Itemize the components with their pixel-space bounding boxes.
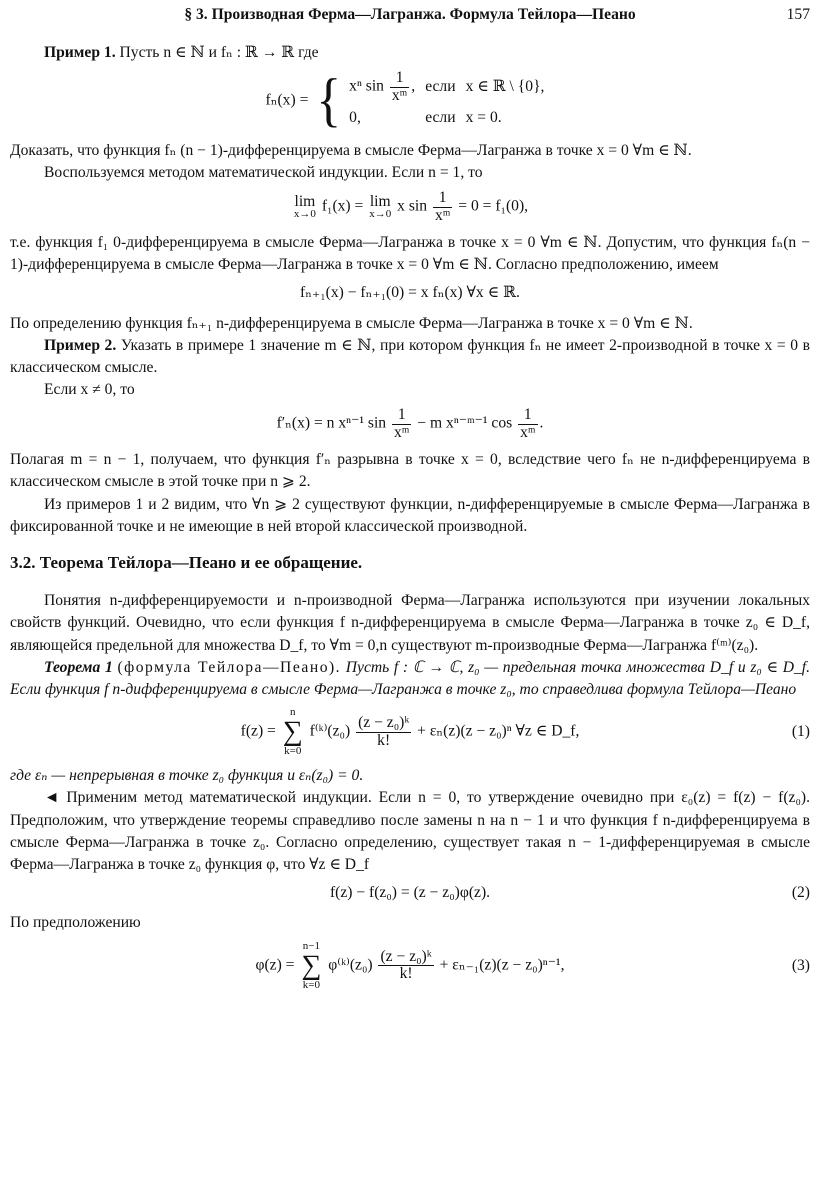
lim-fraction — [433, 190, 452, 224]
eq3-term: φ⁽ᵏ⁾(z₀) — [328, 956, 373, 974]
case1-cond: x ∈ ℝ \ {0}, — [465, 78, 545, 96]
eq1-tail: + εₙ(z)(z − z₀)ⁿ ∀z ∈ D_f, — [417, 722, 580, 740]
equation-3 — [10, 941, 810, 991]
case-row-1 — [349, 70, 554, 104]
def-lhs: fₙ(x) = — [265, 91, 309, 109]
case2-value: 0, — [349, 108, 361, 126]
case1-pre: xⁿ sin — [349, 77, 384, 95]
example2-statement — [10, 335, 810, 379]
example2-if: Если x ≠ 0, то — [44, 381, 135, 399]
derivative-formula — [10, 407, 810, 441]
deriv-fraction-2 — [518, 407, 537, 441]
running-head-title: § 3. Производная Ферма—Лагранжа. Формула Тейлора—Пеано — [184, 6, 636, 23]
equation-2 — [10, 882, 810, 904]
lim-op-right — [369, 194, 391, 221]
deriv-lhs: f′ₙ(x) = n xⁿ⁻¹ sin — [276, 414, 387, 432]
eq1-fraction — [356, 715, 411, 749]
eq3-den: k! — [399, 965, 413, 983]
examples-summary: Из примеров 1 и 2 видим, что ∀n ⩾ 2 существуют функции, n-дифференцируемые в смысле Ферма—Лагранжа в фиксированной точке и не имеющие в ней второй классической производной. — [10, 495, 810, 535]
eq1-term: f⁽ᵏ⁾(z₀) — [309, 722, 351, 740]
section-title: 3.2. Теорема Тейлора—Пеано и ее обращение. — [10, 553, 363, 572]
case2-cond-word: если — [425, 108, 456, 126]
theorem-text: Пусть f : ℂ → ℂ, z₀ — предельная точка множества D_f и z₀ ∈ D_f. Если функция f n-дифференцируема в смысле Ферма—Лагранжа в точке z₀, то справедлива формула Тейлора—Пеано — [10, 658, 811, 699]
example1-task: Доказать, что функция fₙ (n − 1)-дифференцируема в смысле Ферма—Лагранжа в точке x = 0 ∀m ∈ ℕ. — [10, 141, 692, 159]
lim-tail: = 0 = f₁(0), — [458, 197, 529, 215]
equation-number-3: (3) — [791, 956, 810, 974]
case1-num: 1 — [390, 70, 409, 87]
case1-cond-word: если — [425, 78, 456, 96]
example1-intro-text: Пусть n ∈ ℕ и fₙ : ℝ → ℝ где — [119, 44, 319, 61]
eq3-sum-bottom: k=0 — [302, 978, 320, 991]
deriv-num-2: 1 — [518, 407, 537, 424]
example1-proof-start: Воспользуемся методом математической индукции. Если n = 1, то — [44, 164, 483, 182]
eq1-num: (z − z₀)ᵏ — [358, 714, 410, 732]
example1-label: Пример 1. — [44, 44, 116, 61]
example1-intro — [10, 42, 810, 64]
deriv-fraction-1 — [392, 407, 411, 441]
deriv-tail: . — [539, 414, 544, 432]
theorem-name: (формула Тейлора—Пеано). — [117, 658, 342, 676]
eq1-sum — [283, 707, 303, 757]
case1-den: xᵐ — [391, 86, 408, 104]
lim-den: xᵐ — [434, 206, 451, 224]
deriv-den-1: xᵐ — [394, 423, 410, 441]
theorem-statement — [10, 657, 810, 701]
equation-number-1: (1) — [791, 723, 810, 741]
eq1-lhs: f(z) = — [240, 722, 276, 740]
lim-sub-right: x→0 — [369, 208, 392, 221]
eq3-fraction — [378, 949, 433, 983]
eq1-den: k! — [377, 731, 391, 749]
eq1-sum-bottom: k=0 — [284, 745, 302, 758]
lim-rhs-pre: x sin — [397, 197, 428, 215]
lim-word-left: lim — [294, 192, 316, 210]
equation-1 — [10, 707, 810, 757]
sigma-symbol: ∑ — [301, 949, 322, 981]
lim-word-right: lim — [369, 192, 391, 210]
case1-value: xⁿ sin $\frac{1}{\text{xᵐ}}$ , — [349, 69, 416, 104]
deriv-mid: − m xⁿ⁻ᵐ⁻¹ cos — [417, 414, 513, 432]
example1-conclusion: По определению функция fₙ₊₁ n-дифференцируема в смысле Ферма—Лагранжа в точке x = 0 ∀m ∈ ℕ. — [10, 314, 693, 332]
example2-label: Пример 2. — [44, 336, 117, 354]
limit-formula — [10, 190, 810, 224]
case-row-2 — [349, 104, 554, 132]
lim-num: 1 — [433, 190, 452, 207]
cases-table — [349, 70, 554, 132]
induction-equation: fₙ₊₁(x) − fₙ₊₁(0) = x fₙ(x) ∀x ∈ ℝ. — [300, 284, 520, 302]
example2-text: Указать в примере 1 значение m ∈ ℕ, при котором функция fₙ не имеет 2-производной в точке x = 0 в классическом смысле. — [10, 336, 810, 377]
example1-after-limit: т.е. функция f₁ 0-дифференцируема в смысле Ферма—Лагранжа в точке x = 0 ∀m ∈ ℕ. Допустим, что функция fₙ(n − 1)-дифференцируема в смысле Ферма—Лагранжа в точке x = 0 ∀m ∈ ℕ. Согласно предположению, имеем — [10, 234, 810, 274]
eq1-sum-top: n — [290, 706, 296, 719]
proof-assume: По предположению — [10, 914, 141, 932]
page-number: 157 — [786, 6, 810, 23]
theorem-label: Теорема 1 — [44, 658, 113, 676]
sigma-symbol: ∑ — [282, 716, 303, 748]
eq3-sum — [301, 941, 321, 991]
example1-definition — [10, 67, 810, 134]
deriv-num-1: 1 — [392, 407, 411, 424]
running-head — [10, 4, 810, 26]
intro-paragraph: Понятия n-дифференцируемости и n-производной Ферма—Лагранжа используются при изучении локальных свойств функций. Очевидно, что если функция f n-дифференцируема в смысле Ферма—Лагранжа в точке z₀ ∈ D_f, являющейся предельной для множества D_f, то ∀m = 0,n существуют m-производные Ферма—Лагранжа f⁽ᵐ⁾(z₀). — [10, 592, 810, 654]
equation-number-2: (2) — [791, 884, 810, 902]
lim-lhs-fn: f₁(x) = — [321, 197, 364, 215]
proof-paragraph: ◄ Применим метод математической индукции. Если n = 0, то утверждение очевидно при ε₀(z) = f(z) − f(z₀). Предположим, что утверждение теоремы справедливо после замены n на n − 1 и что функция f n-дифференцируема в смысле Ферма—Лагранжа в точке z₀. Согласно определению, существует такая n − 1-дифференцируемая в смысле Ферма—Лагранжа в точке z₀ функция φ, что ∀z ∈ D_f — [10, 789, 810, 874]
case2-cond: x = 0. — [465, 108, 502, 126]
eq3-tail: + εₙ₋₁(z)(z − z₀)ⁿ⁻¹, — [439, 956, 565, 974]
eq3-lhs: φ(z) = — [255, 956, 295, 974]
lim-sub-left: x→0 — [293, 208, 316, 221]
eq3-sum-top: n−1 — [302, 939, 320, 952]
theorem-where: где εₙ — непрерывная в точке z₀ функция и εₙ(z₀) = 0. — [10, 767, 364, 785]
deriv-den-2: xᵐ — [520, 423, 536, 441]
left-brace: { — [316, 67, 342, 134]
lim-op-left — [294, 194, 316, 221]
eq2-body: f(z) − f(z₀) = (z − z₀)φ(z). — [329, 884, 491, 902]
eq3-num: (z − z₀)ᵏ — [380, 947, 432, 965]
example2-after: Полагая m = n − 1, получаем, что функция f′ₙ разрывна в точке x = 0, вследствие чего fₙ не n-дифференцируема в классическом смысле в этой точке при n ⩾ 2. — [10, 451, 810, 491]
case1-fraction — [390, 70, 409, 104]
